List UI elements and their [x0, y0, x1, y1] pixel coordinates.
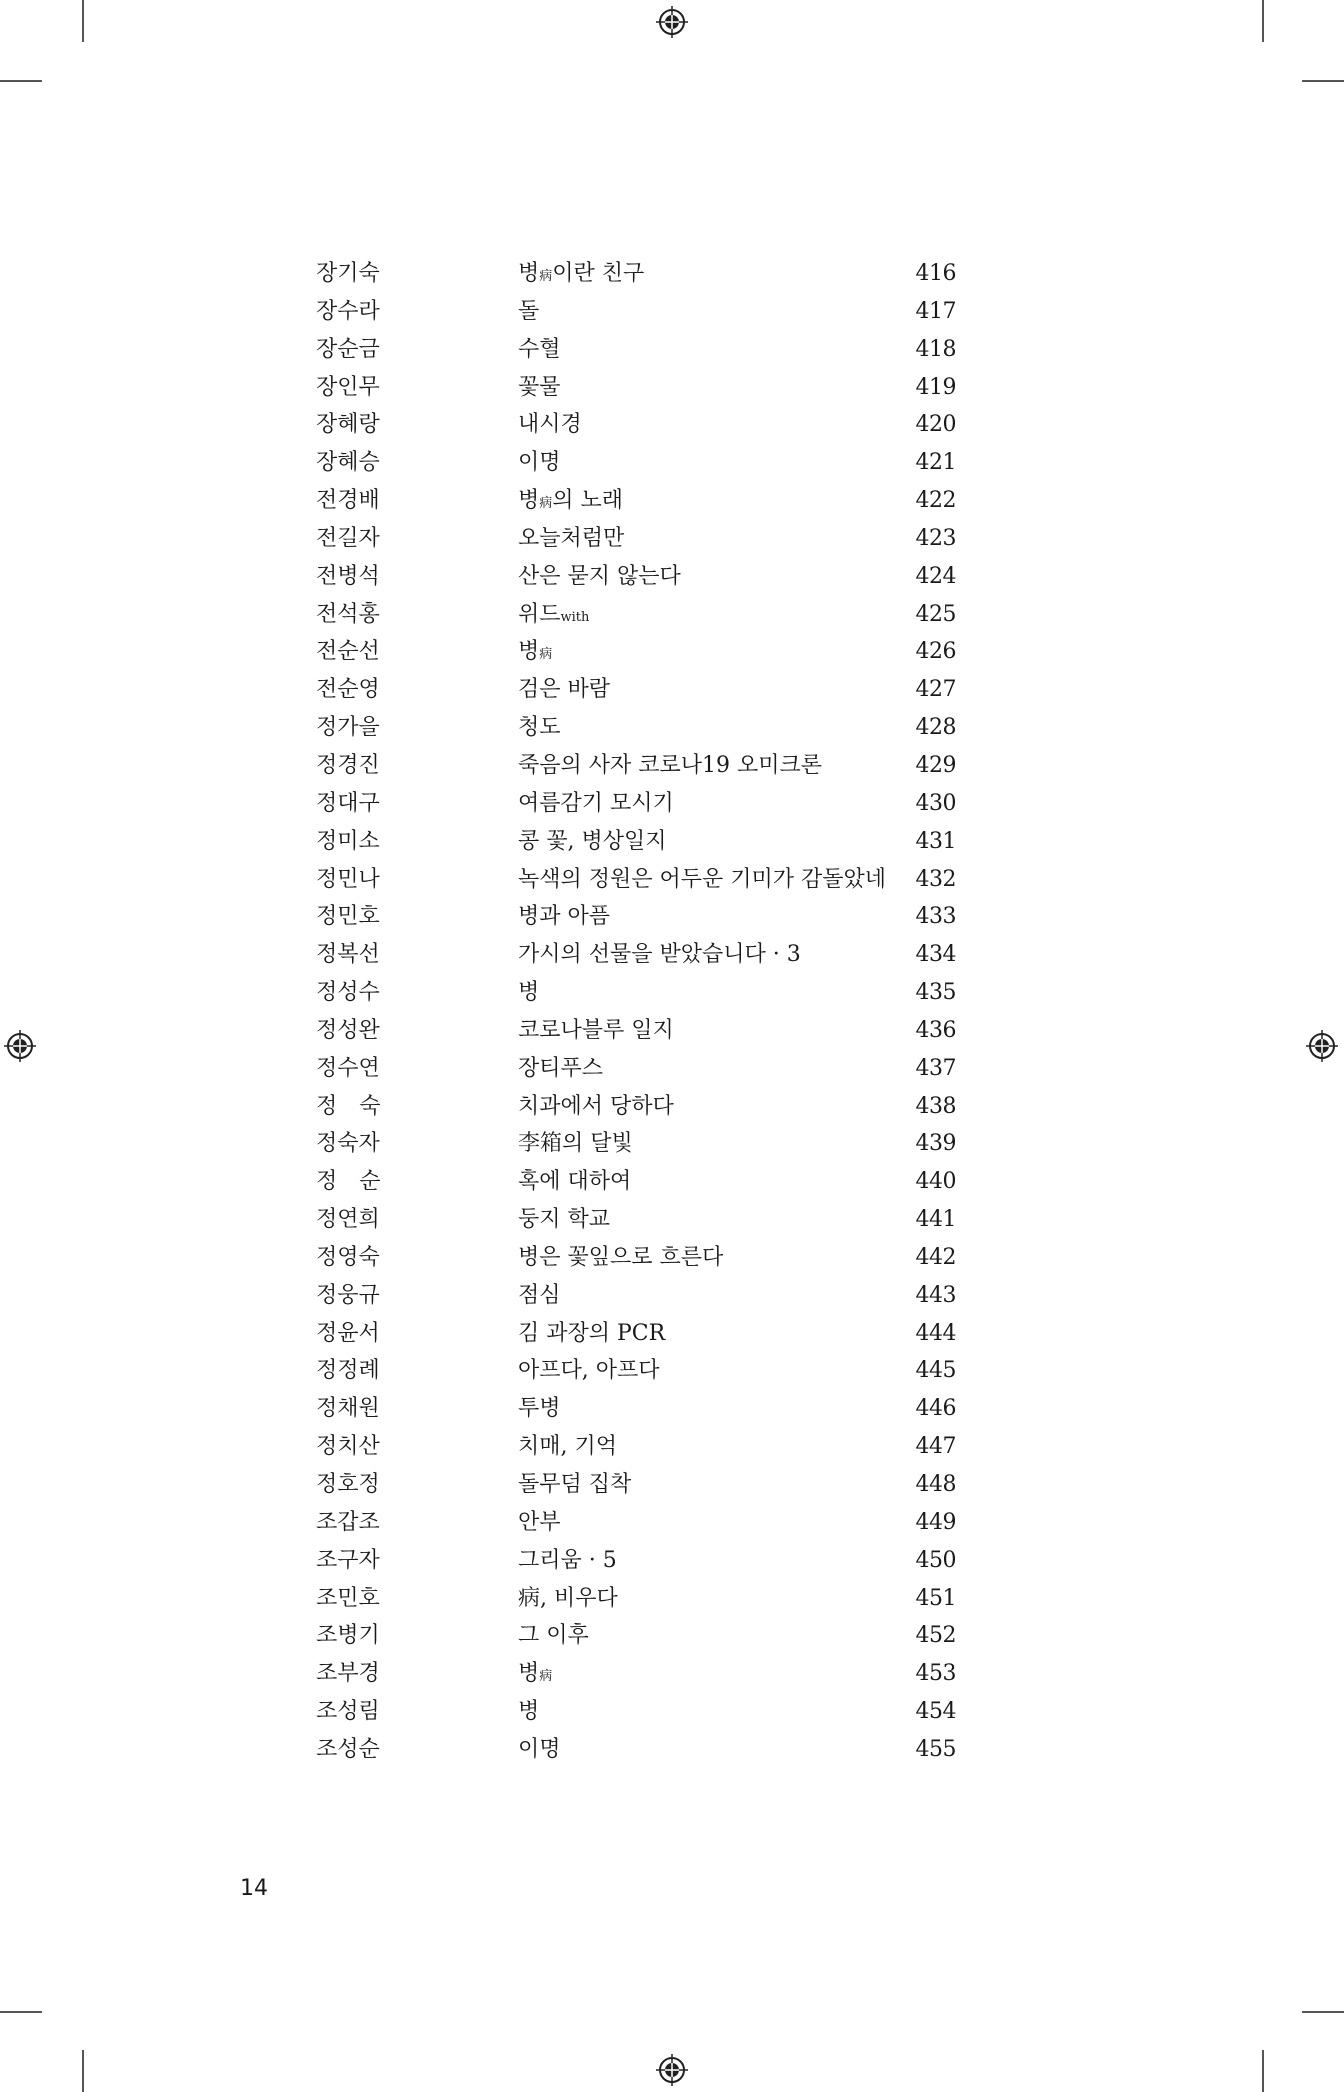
toc-entry — [316, 1201, 956, 1239]
entry-page: 448 — [915, 1472, 956, 1497]
entry-title — [518, 861, 886, 899]
entry-page: 430 — [915, 790, 956, 816]
entry-title — [518, 1050, 603, 1088]
entry-author: 조부경 — [316, 1661, 380, 1687]
entry-title — [518, 1012, 674, 1050]
entry-author: 정 숙 — [316, 1093, 381, 1119]
entry-title-text: 치매, 기억 — [518, 1434, 617, 1460]
toc-entry — [316, 1542, 956, 1580]
entry-author: 정가을 — [316, 715, 380, 741]
entry-author: 정정례 — [316, 1358, 380, 1384]
entry-author: 전석홍 — [316, 601, 380, 627]
entry-title — [518, 1315, 665, 1353]
entry-page: 433 — [915, 904, 956, 930]
entry-page: 424 — [915, 563, 956, 589]
entry-page: 440 — [915, 1169, 956, 1195]
entry-title-text: 혹에 대하여 — [518, 1169, 632, 1195]
entry-title-text: 꽃물 — [518, 374, 561, 400]
entry-title-text: 녹색의 정원은 어두운 기미가 감돌았네 — [518, 866, 887, 892]
toc-entry — [316, 1163, 956, 1201]
entry-author: 장기숙 — [316, 261, 380, 286]
entry-page: 426 — [915, 639, 956, 665]
entry-page: 428 — [915, 715, 956, 741]
entry-page: 436 — [915, 1017, 956, 1043]
entry-title-text: 병 — [518, 1661, 540, 1687]
entry-title-annotation: 病 — [539, 496, 553, 512]
registration-mark-icon — [656, 6, 688, 38]
entry-title-text: 가시의 선물을 받았습니다 · 3 — [518, 942, 801, 968]
page-number: 14 — [240, 1876, 268, 1901]
toc-entry — [316, 1277, 956, 1315]
entry-page: 425 — [915, 601, 956, 627]
entry-author: 장혜승 — [316, 450, 380, 476]
entry-author: 전순영 — [316, 677, 380, 703]
entry-page: 435 — [915, 980, 956, 1006]
entry-title-text: 병과 아픔 — [518, 904, 611, 930]
entry-page: 438 — [915, 1093, 956, 1119]
entry-title — [518, 974, 539, 1012]
entry-title — [518, 293, 539, 331]
entry-title-text: 죽음의 사자 코로나19 오미크론 — [518, 752, 822, 778]
toc-entry — [316, 1693, 956, 1731]
toc-entry — [316, 520, 956, 558]
toc-entry — [316, 1731, 956, 1769]
toc-entry — [316, 898, 956, 936]
entry-title-text: 돌무덤 집착 — [518, 1472, 632, 1497]
entry-author: 정영숙 — [316, 1244, 380, 1270]
entry-author: 정윤서 — [316, 1320, 380, 1346]
entry-author: 정대구 — [316, 790, 380, 816]
entry-page: 419 — [915, 374, 956, 400]
entry-page: 454 — [915, 1699, 956, 1725]
toc-entry — [316, 633, 956, 671]
entry-author: 장인무 — [316, 374, 380, 400]
toc-entry — [316, 1352, 956, 1390]
toc-entry — [316, 785, 956, 823]
entry-page: 422 — [915, 488, 956, 514]
entry-page: 453 — [915, 1661, 956, 1687]
entry-page: 439 — [915, 1131, 956, 1157]
entry-page: 417 — [915, 298, 956, 324]
entry-title — [518, 1088, 674, 1126]
crop-mark — [82, 0, 84, 42]
entry-author: 조갑조 — [316, 1509, 380, 1535]
entry-title-text: 병 — [518, 1699, 540, 1725]
entry-title-rest: 이란 친구 — [552, 261, 645, 286]
entry-title-text: 둥지 학교 — [518, 1207, 611, 1233]
entry-page: 455 — [915, 1736, 956, 1762]
entry-page: 434 — [915, 942, 956, 968]
entry-title-annotation: 病 — [539, 647, 553, 663]
crop-mark — [82, 2050, 84, 2092]
entry-title-text: 위드 — [518, 601, 561, 627]
entry-title-text: 검은 바람 — [518, 677, 611, 703]
entry-page: 423 — [915, 525, 956, 551]
crop-mark — [1302, 80, 1344, 82]
entry-title-text: 김 과장의 PCR — [518, 1320, 666, 1346]
entry-title-text: 병 — [518, 488, 540, 514]
entry-title — [518, 709, 561, 747]
entry-title — [518, 369, 561, 407]
entry-page: 450 — [915, 1547, 956, 1573]
entry-title — [518, 520, 624, 558]
entry-title — [518, 823, 667, 861]
entry-author: 정민나 — [316, 866, 380, 892]
entry-author: 조민호 — [316, 1585, 380, 1611]
entry-page: 444 — [915, 1320, 956, 1346]
crop-mark — [0, 80, 42, 82]
entry-page: 421 — [915, 450, 956, 476]
entry-title — [518, 1277, 561, 1315]
entry-title — [518, 1125, 633, 1163]
entry-title — [518, 1428, 617, 1466]
entry-title-text: 병은 꽃잎으로 흐른다 — [518, 1244, 724, 1270]
toc-entry — [316, 1050, 956, 1088]
entry-title — [518, 633, 552, 674]
toc-entry — [316, 558, 956, 596]
entry-title — [518, 1504, 561, 1542]
table-of-contents — [316, 255, 956, 1769]
entry-title — [518, 1163, 631, 1201]
entry-page: 437 — [915, 1055, 956, 1081]
entry-author: 정성완 — [316, 1017, 380, 1043]
entry-title-text: 안부 — [518, 1509, 561, 1535]
entry-title-text: 청도 — [518, 715, 561, 741]
toc-entry — [316, 293, 956, 331]
toc-entry — [316, 1315, 956, 1353]
entry-title — [518, 1542, 617, 1580]
entry-title-text: 점심 — [518, 1282, 561, 1308]
entry-title-text: 내시경 — [518, 412, 582, 438]
entry-title-text: 치과에서 당하다 — [518, 1093, 674, 1119]
entry-page: 442 — [915, 1244, 956, 1270]
toc-entry — [316, 861, 956, 899]
entry-author: 정채원 — [316, 1396, 380, 1422]
entry-author: 조병기 — [316, 1623, 380, 1649]
entry-author: 정복선 — [316, 942, 380, 968]
entry-title — [518, 331, 561, 369]
entry-title — [518, 558, 681, 596]
toc-entry — [316, 1617, 956, 1655]
entry-title — [518, 255, 644, 296]
entry-page: 445 — [915, 1358, 956, 1384]
entry-author: 조성림 — [316, 1699, 380, 1725]
entry-page: 449 — [915, 1509, 956, 1535]
toc-entry — [316, 482, 956, 520]
toc-entry — [316, 671, 956, 709]
toc-entry — [316, 444, 956, 482]
entry-title — [518, 1693, 539, 1731]
toc-entry — [316, 596, 956, 634]
entry-title — [518, 1580, 618, 1618]
crop-mark — [0, 2011, 42, 2013]
entry-author: 전경배 — [316, 488, 380, 514]
entry-author: 정수연 — [316, 1055, 380, 1081]
entry-title — [518, 1655, 552, 1696]
entry-page: 431 — [915, 828, 956, 854]
entry-author: 정경진 — [316, 752, 380, 778]
entry-author: 정 순 — [316, 1169, 381, 1195]
entry-page: 429 — [915, 752, 956, 778]
entry-author: 장혜랑 — [316, 412, 380, 438]
entry-title — [518, 785, 674, 823]
entry-title-text: 산은 묻지 않는다 — [518, 563, 681, 589]
entry-author: 정미소 — [316, 828, 380, 854]
entry-author: 정숙자 — [316, 1131, 380, 1157]
entry-page: 420 — [915, 412, 956, 438]
toc-entry — [316, 1466, 956, 1504]
entry-page: 452 — [915, 1623, 956, 1649]
toc-entry — [316, 1012, 956, 1050]
registration-mark-icon — [656, 2054, 688, 2086]
entry-title-text: 여름감기 모시기 — [518, 790, 674, 816]
entry-title — [518, 1466, 631, 1504]
entry-title-annotation: 病 — [539, 1669, 553, 1685]
entry-title-text: 이명 — [518, 1736, 561, 1762]
crop-mark — [1302, 2011, 1344, 2013]
entry-title-text: 돌 — [518, 298, 540, 324]
registration-mark-icon — [4, 1030, 36, 1062]
toc-entry — [316, 1655, 956, 1693]
entry-page: 447 — [915, 1434, 956, 1460]
entry-title — [518, 406, 582, 444]
entry-title — [518, 444, 561, 482]
entry-title-text: 李箱의 달빛 — [518, 1131, 633, 1157]
crop-mark — [1262, 2050, 1264, 2092]
entry-author: 정치산 — [316, 1434, 380, 1460]
toc-entry — [316, 747, 956, 785]
toc-entry — [316, 255, 956, 293]
entry-title-text: 그 이후 — [518, 1623, 589, 1649]
toc-entry — [316, 1390, 956, 1428]
toc-entry — [316, 1504, 956, 1542]
entry-title — [518, 936, 801, 974]
entry-author: 정웅규 — [316, 1282, 380, 1308]
entry-page: 427 — [915, 677, 956, 703]
entry-title-text: 아프다, 아프다 — [518, 1358, 660, 1384]
entry-title — [518, 1731, 561, 1769]
entry-author: 정연희 — [316, 1207, 380, 1233]
entry-title-text: 투병 — [518, 1396, 561, 1422]
entry-title-annotation: with — [560, 609, 590, 625]
entry-title-text: 오늘처럼만 — [518, 525, 625, 551]
entry-title-text: 그리움 · 5 — [518, 1547, 617, 1573]
entry-author: 장수라 — [316, 298, 380, 324]
entry-author: 정성수 — [316, 980, 380, 1006]
entry-page: 451 — [915, 1585, 956, 1611]
entry-title-text: 코로나블루 일지 — [518, 1017, 674, 1043]
entry-title-text: 이명 — [518, 450, 561, 476]
toc-entry — [316, 406, 956, 444]
entry-title-text: 수혈 — [518, 336, 561, 362]
entry-title — [518, 898, 610, 936]
entry-title-text: 병 — [518, 261, 540, 286]
entry-page: 416 — [915, 261, 956, 286]
entry-page: 418 — [915, 336, 956, 362]
entry-author: 정호정 — [316, 1472, 380, 1497]
toc-entry — [316, 331, 956, 369]
entry-title — [518, 1390, 561, 1428]
toc-entry — [316, 1580, 956, 1618]
entry-title — [518, 671, 610, 709]
entry-page: 441 — [915, 1207, 956, 1233]
entry-title-text: 병 — [518, 639, 540, 665]
toc-entry — [316, 1428, 956, 1466]
entry-title-text: 장티푸스 — [518, 1055, 604, 1081]
entry-title-text: 콩 꽃, 병상일지 — [518, 828, 667, 854]
entry-title — [518, 596, 589, 637]
entry-title — [518, 747, 822, 785]
toc-entry — [316, 936, 956, 974]
toc-entry — [316, 823, 956, 861]
toc-entry — [316, 369, 956, 407]
entry-title-rest: 의 노래 — [552, 488, 624, 514]
entry-title — [518, 1617, 589, 1655]
toc-entry — [316, 1239, 956, 1277]
registration-mark-icon — [1306, 1030, 1338, 1062]
entry-page: 443 — [915, 1282, 956, 1308]
entry-author: 전순선 — [316, 639, 380, 665]
toc-entry — [316, 1125, 956, 1163]
entry-title — [518, 1201, 610, 1239]
entry-page: 446 — [915, 1396, 956, 1422]
entry-title — [518, 1239, 723, 1277]
toc-entry — [316, 974, 956, 1012]
toc-entry — [316, 709, 956, 747]
entry-author: 전길자 — [316, 525, 380, 551]
crop-mark — [1262, 0, 1264, 42]
entry-page: 432 — [915, 866, 956, 892]
entry-author: 전병석 — [316, 563, 380, 589]
entry-author: 조성순 — [316, 1736, 380, 1762]
entry-title — [518, 1352, 660, 1390]
entry-author: 장순금 — [316, 336, 380, 362]
entry-title — [518, 482, 623, 523]
entry-title-annotation: 病 — [539, 269, 553, 284]
entry-title-text: 病, 비우다 — [518, 1585, 618, 1611]
entry-author: 조구자 — [316, 1547, 380, 1573]
entry-title-text: 병 — [518, 980, 540, 1006]
toc-entry — [316, 1088, 956, 1126]
entry-author: 정민호 — [316, 904, 380, 930]
